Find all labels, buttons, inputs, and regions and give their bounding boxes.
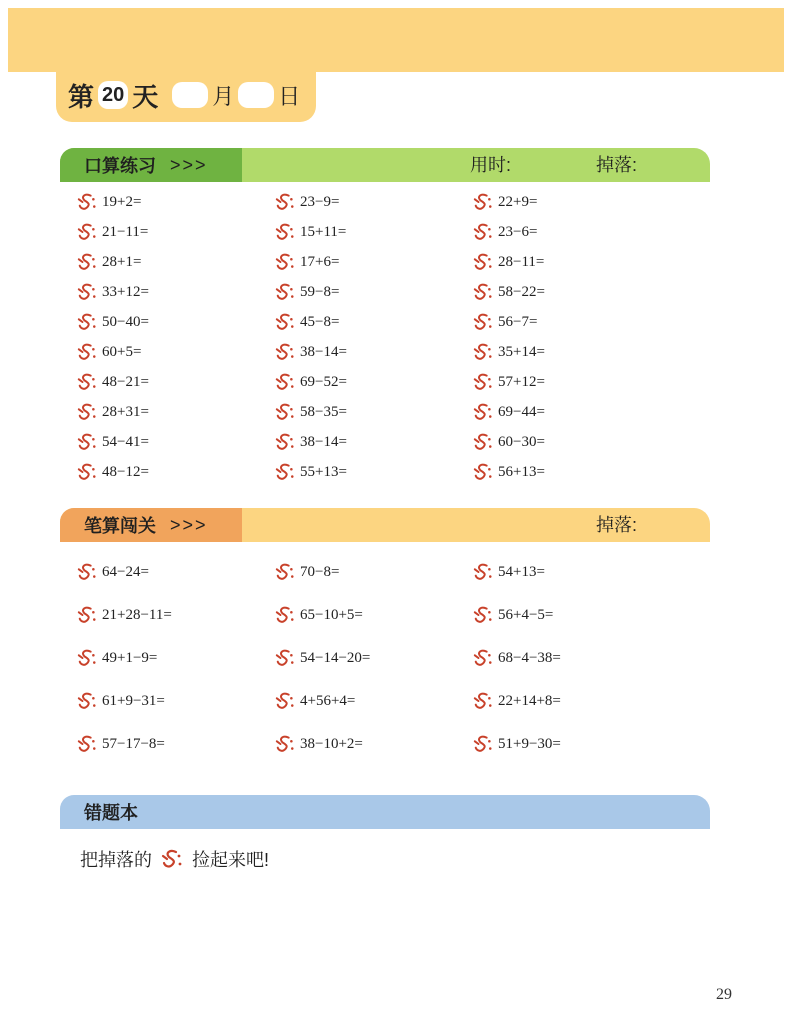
problem-expression: 70−8=: [300, 563, 340, 580]
top-band: [8, 8, 784, 72]
dragon-icon: [472, 372, 494, 392]
problem-expression: 57+12=: [498, 373, 545, 390]
problem-expression: 51+9−30=: [498, 735, 561, 752]
problem-item: [76, 311, 149, 333]
dragon-icon: [76, 312, 98, 332]
oral-practice-title: 口算练习: [84, 156, 156, 176]
problem-expression: 33+12=: [102, 283, 149, 300]
dragon-icon: [274, 312, 296, 332]
problem-item: [274, 647, 370, 669]
written-calc-title: 笔算闯关: [84, 516, 156, 536]
problem-expression: 49+1−9=: [102, 649, 158, 666]
problem-expression: 58−35=: [300, 403, 347, 420]
problem-item: [274, 431, 347, 453]
problem-item: [472, 251, 544, 273]
problem-expression: 35+14=: [498, 343, 545, 360]
oral-practice-bar: [60, 148, 710, 182]
dragon-icon: [274, 648, 296, 668]
problem-item: [472, 647, 561, 669]
pickup-text-after: 捡起来吧!: [192, 850, 270, 870]
dragon-icon: [76, 691, 98, 711]
dragon-icon: [472, 312, 494, 332]
dragon-icon: [274, 222, 296, 242]
dragon-icon: [76, 252, 98, 272]
dragon-icon: [472, 648, 494, 668]
oral-drop-label: 掉落:: [596, 155, 638, 175]
dragon-icon: [472, 734, 494, 754]
problem-item: [76, 690, 165, 712]
problem-item: [76, 461, 149, 483]
problem-item: [76, 341, 141, 363]
date-label: 日: [278, 83, 301, 109]
problem-item: [472, 221, 537, 243]
problem-item: [274, 371, 347, 393]
problem-expression: 38−14=: [300, 343, 347, 360]
date-blank[interactable]: [238, 82, 274, 108]
day-prefix: 第: [68, 81, 95, 112]
problem-expression: 68−4−38=: [498, 649, 561, 666]
dragon-icon: [76, 432, 98, 452]
dragon-icon: [274, 402, 296, 422]
problem-item: [76, 401, 149, 423]
day-suffix: 天: [132, 81, 159, 112]
written-calc-title-block: [60, 508, 242, 542]
problem-expression: 55+13=: [300, 463, 347, 480]
problem-item: [274, 251, 339, 273]
problem-item: [76, 561, 149, 583]
written-drop-label: 掉落:: [596, 515, 638, 535]
dragon-icon: [472, 691, 494, 711]
dragon-icon: [472, 402, 494, 422]
day-number: 20: [98, 81, 128, 109]
problem-item: [274, 401, 347, 423]
dragon-icon: [274, 734, 296, 754]
problem-item: [274, 561, 339, 583]
problem-item: [472, 733, 561, 755]
problem-expression: 61+9−31=: [102, 692, 165, 709]
dragon-icon: [472, 605, 494, 625]
dragon-icon: [472, 282, 494, 302]
page-number: 29: [716, 986, 732, 1003]
problem-item: [472, 561, 545, 583]
problem-expression: 22+14+8=: [498, 692, 561, 709]
problem-item: [76, 604, 172, 626]
pickup-text-before: 把掉落的: [80, 850, 152, 870]
month-label: 月: [212, 83, 235, 109]
problem-expression: 22+9=: [498, 193, 538, 210]
problem-expression: 21−11=: [102, 223, 149, 240]
problem-item: [274, 191, 339, 213]
problem-expression: 56−7=: [498, 313, 538, 330]
problem-item: [472, 690, 561, 712]
problem-item: [274, 604, 363, 626]
problem-expression: 54−14−20=: [300, 649, 371, 666]
problem-expression: 4+56+4=: [300, 692, 356, 709]
problem-item: [274, 733, 363, 755]
problem-expression: 54−41=: [102, 433, 149, 450]
time-label: 用时:: [470, 155, 512, 175]
dragon-icon: [472, 342, 494, 362]
problem-expression: 23−6=: [498, 223, 538, 240]
dragon-icon: [274, 462, 296, 482]
problem-item: [274, 690, 355, 712]
dragon-icon: [472, 222, 494, 242]
dragon-icon: [472, 252, 494, 272]
dragon-icon: [274, 562, 296, 582]
dragon-icon: [76, 282, 98, 302]
problem-expression: 48−21=: [102, 373, 149, 390]
dragon-icon: [472, 462, 494, 482]
mistakes-title-block: [60, 795, 200, 829]
problem-item: [472, 461, 545, 483]
dragon-icon: [274, 252, 296, 272]
problem-expression: 28+1=: [102, 253, 142, 270]
problem-expression: 60−30=: [498, 433, 545, 450]
dragon-icon: [274, 192, 296, 212]
problem-item: [472, 604, 553, 626]
dragon-icon: [76, 192, 98, 212]
dragon-icon: [274, 342, 296, 362]
problem-item: [472, 311, 537, 333]
problem-expression: 69−52=: [300, 373, 347, 390]
problem-expression: 28+31=: [102, 403, 149, 420]
problem-expression: 50−40=: [102, 313, 149, 330]
problem-item: [274, 311, 339, 333]
problem-item: [76, 431, 149, 453]
problem-expression: 56+4−5=: [498, 606, 554, 623]
problem-item: [274, 341, 347, 363]
problem-expression: 58−22=: [498, 283, 545, 300]
oral-practice-title-block: [60, 148, 242, 182]
problem-item: [472, 371, 545, 393]
dragon-icon: [160, 848, 184, 870]
problem-expression: 48−12=: [102, 463, 149, 480]
problem-expression: 59−8=: [300, 283, 340, 300]
dragon-icon: [76, 648, 98, 668]
problem-expression: 15+11=: [300, 223, 347, 240]
problem-item: [76, 281, 149, 303]
dragon-icon: [472, 562, 494, 582]
dragon-icon: [274, 432, 296, 452]
problem-expression: 28−11=: [498, 253, 545, 270]
problem-expression: 56+13=: [498, 463, 545, 480]
problem-expression: 23−9=: [300, 193, 340, 210]
problem-item: [274, 461, 347, 483]
dragon-icon: [274, 605, 296, 625]
dragon-icon: [76, 372, 98, 392]
month-blank[interactable]: [172, 82, 208, 108]
dragon-icon: [76, 342, 98, 362]
problem-expression: 69−44=: [498, 403, 545, 420]
dragon-icon: [472, 432, 494, 452]
problem-expression: 64−24=: [102, 563, 149, 580]
dragon-icon: [274, 282, 296, 302]
pickup-prompt: [80, 846, 269, 872]
dragon-icon: [76, 402, 98, 422]
problem-item: [76, 733, 165, 755]
problem-expression: 54+13=: [498, 563, 545, 580]
problem-item: [76, 191, 141, 213]
problem-item: [472, 281, 545, 303]
problem-expression: 38−14=: [300, 433, 347, 450]
problem-item: [472, 401, 545, 423]
problem-item: [472, 191, 537, 213]
dragon-icon: [76, 562, 98, 582]
dragon-icon: [76, 605, 98, 625]
dragon-icon: [76, 462, 98, 482]
problem-item: [472, 341, 545, 363]
problem-expression: 45−8=: [300, 313, 340, 330]
problem-item: [76, 221, 148, 243]
dragon-icon: [76, 734, 98, 754]
day-header: [56, 68, 316, 122]
problem-item: [472, 431, 545, 453]
dragon-icon: [274, 691, 296, 711]
problem-expression: 17+6=: [300, 253, 340, 270]
problem-item: [76, 371, 149, 393]
written-arrows: >>>: [170, 514, 208, 535]
problem-expression: 60+5=: [102, 343, 142, 360]
dragon-icon: [472, 192, 494, 212]
problem-expression: 57−17−8=: [102, 735, 165, 752]
problem-item: [76, 251, 141, 273]
mistakes-title: 错题本: [84, 803, 138, 823]
oral-arrows: >>>: [170, 154, 208, 175]
problem-expression: 19+2=: [102, 193, 142, 210]
problem-expression: 21+28−11=: [102, 606, 172, 623]
problem-item: [76, 647, 157, 669]
dragon-icon: [274, 372, 296, 392]
written-calc-bar: [60, 508, 710, 542]
problem-expression: 65−10+5=: [300, 606, 363, 623]
mistakes-bar: [60, 795, 710, 829]
problem-item: [274, 221, 346, 243]
dragon-icon: [76, 222, 98, 242]
problem-item: [274, 281, 339, 303]
problem-expression: 38−10+2=: [300, 735, 363, 752]
